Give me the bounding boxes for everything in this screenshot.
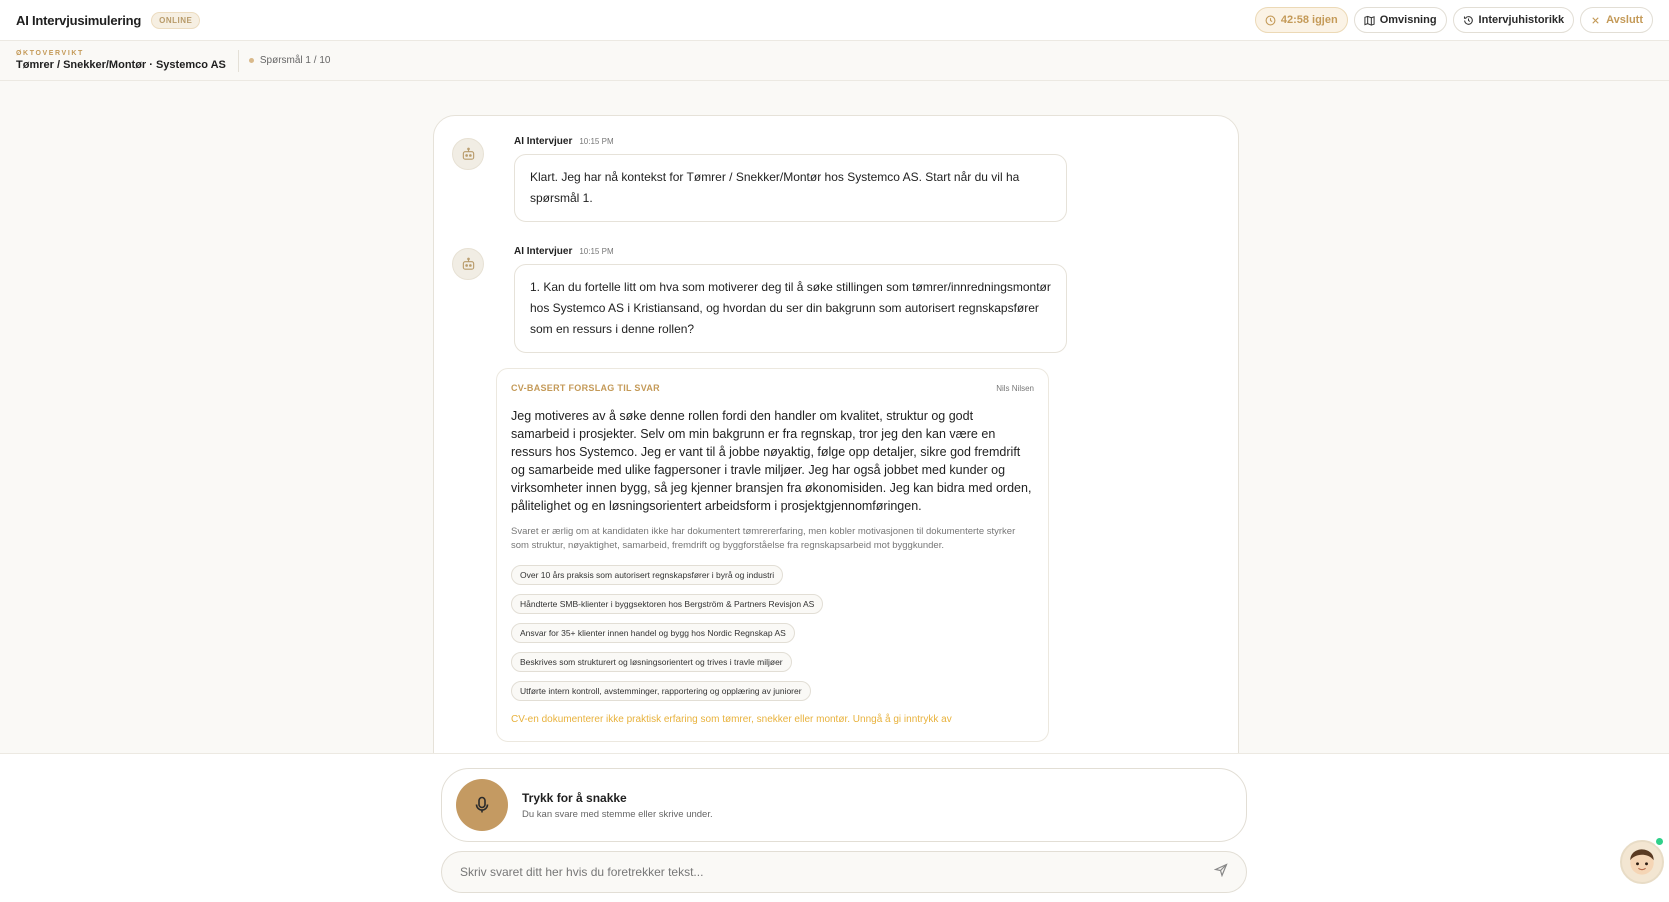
suggestion-kicker: CV-BASERT FORSLAG TIL SVAR [511,383,660,393]
text-answer-box [441,851,1247,893]
close-icon [1590,15,1601,26]
evidence-tags [511,565,1034,701]
chat-message [452,228,1052,348]
send-icon [1214,863,1228,877]
timer-text: 42:58 igjen [1280,14,1338,26]
sender-name: AI Intervjuer [514,136,573,147]
evidence-tag: Over 10 års praksis som autorisert regnskapsfører i byrå og industri [511,565,783,585]
timer-pill [1255,7,1348,33]
progress-dot [249,58,254,63]
push-to-talk-panel[interactable] [441,768,1247,842]
suggestion-answer: Jeg motiveres av å søke denne rollen fordi den handler om kvalitet, struktur og godt samarbeid i prosjekter. Selv om min bakgrunn er fra regnskap, tror jeg den kan være en ressurs hos Systemco. Jeg er vant til å jobbe nøyaktig, følge opp detaljer, sikre god fremdrift og samarbeide med ulike fagpersoner i travle miljøer. Jeg har også jobbet med kunder og virksomheter innen bygg, så jeg kjenner bransjen fra økonomisiden. Jeg kan bidra med orden, pålitelighet og en løsningsorientert arbeidsform i prosjektgjennomføringen. [511,409,1032,513]
mic-button[interactable] [456,779,508,831]
voice-text [522,791,713,820]
question-counter: Spørsmål 1 / 10 [259,55,331,66]
assistant-face-icon [1624,844,1660,880]
send-button[interactable] [1214,863,1228,882]
clock-icon [1265,15,1276,26]
microphone-icon [472,795,492,815]
message-time: 10:15 PM [579,137,614,146]
app-title: AI Intervjusimulering [16,12,142,28]
message-meta [514,246,614,257]
evidence-tag: Beskrives som strukturert og løsningsorientert og trives i travle miljøer [511,652,792,672]
bot-avatar [452,138,484,170]
evidence-tag: Håndterte SMB-klienter i byggsektoren hos Bergström & Partners Revisjon AS [511,594,823,614]
evidence-tag: Ansvar for 35+ klienter innen handel og bygg hos Nordic Regnskap AS [511,623,795,643]
robot-icon [461,257,476,272]
suggestion-header [511,383,1034,393]
suggestion-note: Svaret er ærlig om at kandidaten ikke har dokumentert tømrererfaring, men kobler motivasjonen til dokumenterte styrker som struktur, nøyaktighet, samarbeid, fremdrift og byggforståelse fra regnskapsarbeid mot byggkunder. [511,526,1016,551]
top-actions [1255,7,1653,33]
suggestion-warning: CV-en dokumenterer ikke praktisk erfaring som tømrer, snekker eller montør. Unngå å gi inntrykk av [511,714,952,725]
session-context-bar [0,41,1669,81]
history-icon [1463,15,1474,26]
breadcrumb [16,50,226,71]
tour-label: Omvisning [1379,14,1437,26]
message-time: 10:15 PM [579,247,614,256]
message-bubble: Klart. Jeg har nå kontekst for Tømrer / Snekker/Montør hos Systemco AS. Start når du vil ha spørsmål 1. [514,154,1067,222]
chat-message [452,116,1052,226]
online-indicator [1654,836,1665,847]
suggestion-author: Nils Nilsen [996,383,1034,393]
end-button[interactable] [1580,7,1653,33]
robot-icon [461,147,476,162]
answer-suggestion-card [496,368,1049,742]
end-label: Avslutt [1606,14,1643,26]
history-button[interactable] [1453,7,1575,33]
tour-button[interactable] [1354,7,1447,33]
message-bubble: 1. Kan du fortelle litt om hva som motiverer deg til å søke stillingen som tømrer/innredningsmontør hos Systemco AS i Kristiansand, og hvordan du ser din bakgrunn som autorisert regnskapsfører som en ressurs i denne rollen? [514,264,1067,353]
composer-area [0,753,1669,902]
job-title: Tømrer / Snekker/Montør · Systemco AS [16,59,226,71]
sender-name: AI Intervjuer [514,246,573,257]
bot-avatar [452,248,484,280]
message-meta [514,136,614,147]
voice-subtitle: Du kan svare med stemme eller skrive under. [522,808,713,820]
chat-panel [433,115,1239,755]
map-icon [1364,15,1375,26]
evidence-tag: Utførte intern kontroll, avstemminger, rapportering og opplæring av juniorer [511,681,811,701]
answer-input[interactable] [460,865,1214,879]
top-bar [0,0,1669,41]
status-badge: ONLINE [151,12,200,29]
divider [238,50,239,72]
session-kicker: ØKTOVERVIKT [16,50,84,57]
voice-title: Trykk for å snakke [522,790,627,805]
history-label: Intervjuhistorikk [1478,14,1565,26]
